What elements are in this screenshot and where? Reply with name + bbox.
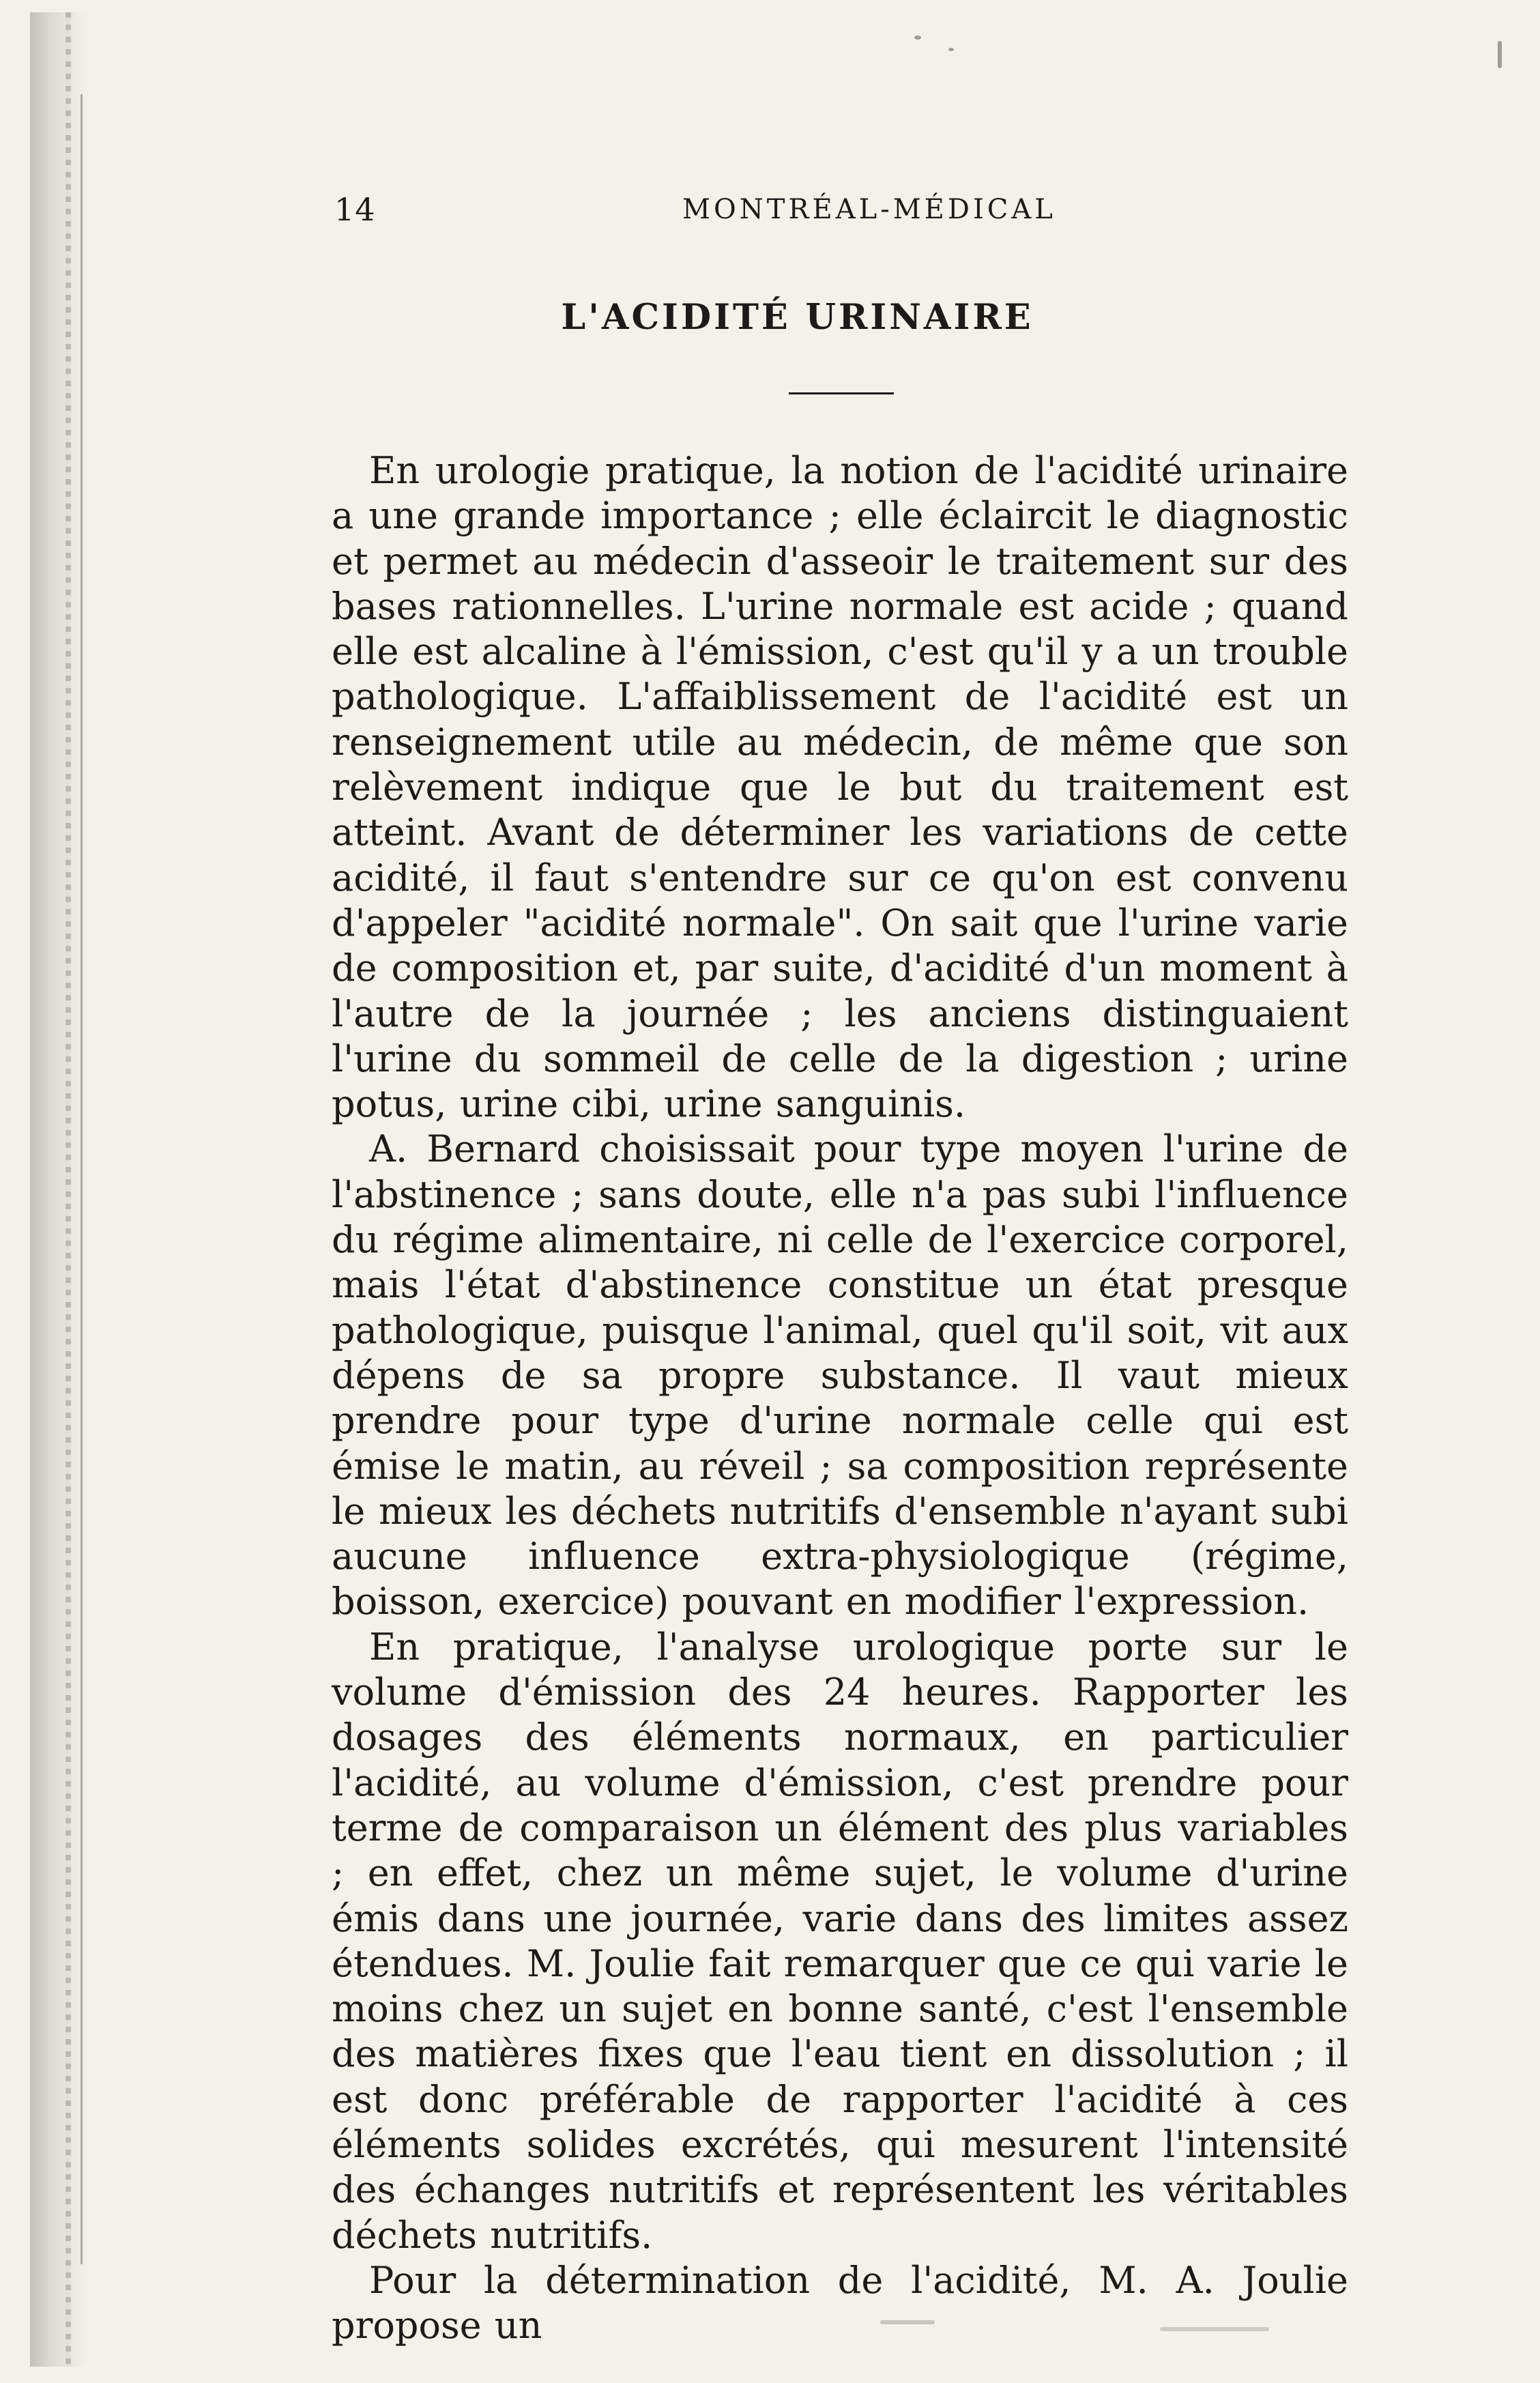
paragraph: Pour la détermination de l'acidité, M. A. Joulie propose un (332, 2258, 1348, 2348)
running-head: MONTRÉAL-MÉDICAL (682, 194, 1056, 225)
page-number: 14 (334, 191, 376, 228)
print-speck (948, 48, 954, 51)
paragraph: En pratique, l'analyse urologique porte sur le volume d'émission des 24 heures. Rapporter les dosages des éléments normaux, en particulier l'acidité, au volume d'émission, c'est prendre pour terme de comparaison un élément des plus variables ; en effet, chez un même sujet, le volume d'urine émis dans une journée, varie dans des limites assez étendues. M. Joulie fait remarquer que ce qui varie le moins chez un sujet en bonne santé, c'est l'ensemble des matières fixes que l'eau tient en dissolution ; il est donc préférable de rapporter l'acidité à ces éléments solides excrétés, qui mesurent l'intensité des échanges nutritifs et représentent les véritables déchets nutritifs. (332, 1625, 1348, 2257)
binding-gutter (30, 12, 91, 2367)
print-speck (914, 35, 921, 40)
title-rule (789, 392, 894, 394)
print-speck (1498, 41, 1502, 68)
article-title: L'ACIDITÉ URINAIRE (561, 297, 1034, 338)
page-header (334, 191, 1344, 239)
paragraph: A. Bernard choisissait pour type moyen l'urine de l'abstinence ; sans doute, elle n'a pas subi l'influence du régime alimentaire, ni celle de l'exercice corporel, mais l'état d'abstinence constitue un état presque pathologique, puisque l'animal, quel qu'il soit, vit aux dépens de sa propre substance. Il vaut mieux prendre pour type d'urine normale celle qui est émise le matin, au réveil ; sa composition représente le mieux les déchets nutritifs d'ensemble n'ayant subi aucune influence extra-physiologique (régime, boisson, exercice) pouvant en modifier l'expression. (332, 1127, 1348, 1623)
article-body (332, 448, 1348, 2348)
paragraph: En urologie pratique, la notion de l'acidité urinaire a une grande importance ; elle éclaircit le diagnostic et permet au médecin d'asseoir le traitement sur des bases rationnelles. L'urine normale est acide ; quand elle est alcaline à l'émission, c'est qu'il y a un trouble pathologique. L'affaiblissement de l'acidité est un renseignement utile au médecin, de même que son relèvement indique que le but du traitement est atteint. Avant de déterminer les variations de cette acidité, il faut s'entendre sur ce qu'on est convenu d'appeler "acidité normale". On sait que l'urine varie de composition et, par suite, d'acidité d'un moment à l'autre de la journée ; les anciens distinguaient l'urine du sommeil de celle de la digestion ; urine potus, urine cibi, urine sanguinis. (332, 449, 1348, 1126)
